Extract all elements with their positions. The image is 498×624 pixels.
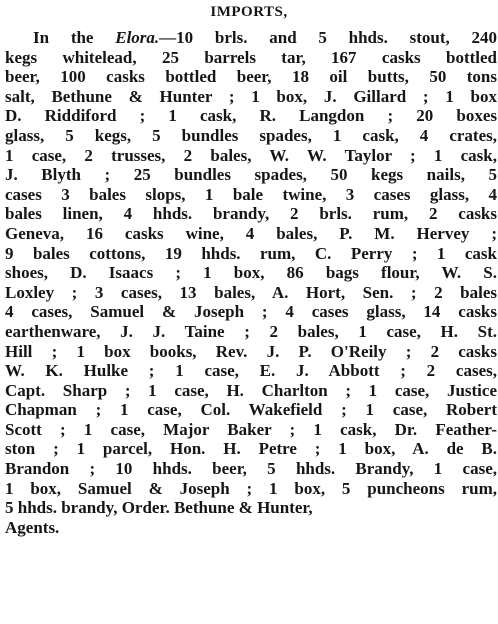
article-line: D. Riddiford ; 1 cask, R. Langdon ; 20 boxes <box>5 106 497 126</box>
article-line: glass, 5 kegs, 5 bundles spades, 1 cask, 4 crates, <box>5 125 497 145</box>
article-line: cases 3 bales slops, 1 bale twine, 3 cases glass, 4 <box>5 184 497 204</box>
article-line: 4 cases, Samuel & Joseph ; 4 cases glass, 14 casks <box>5 302 497 322</box>
article-heading: IMPORTS, <box>210 4 288 20</box>
article-line: Capt. Sharp ; 1 case, H. Charlton ; 1 case, Justice <box>5 380 497 400</box>
article-line: Agents. <box>5 517 60 537</box>
article-line: shoes, D. Isaacs ; 1 box, 86 bags flour, W. S. <box>5 263 497 283</box>
article-line: W. K. Hulke ; 1 case, E. J. Abbott ; 2 cases, <box>5 361 497 381</box>
first-line-rest: —10 brls. and 5 hhds. stout, 240 <box>159 28 498 47</box>
article-line-1 <box>5 28 497 48</box>
article-line: Scott ; 1 case, Major Baker ; 1 cask, Dr. Feather- <box>5 419 497 439</box>
article-line: beer, 100 casks bottled beer, 18 oil butts, 50 tons <box>5 67 497 87</box>
article-line: Hill ; 1 box books, Rev. J. P. O'Reily ; 2 casks <box>5 341 497 361</box>
article-line: Geneva, 16 casks wine, 4 bales, P. M. Hervey ; <box>5 223 497 243</box>
article-line: bales linen, 4 hhds. brandy, 2 brls. rum, 2 casks <box>5 204 497 224</box>
article-line: salt, Bethune & Hunter ; 1 box, J. Gillard ; 1 box <box>5 86 497 106</box>
article-line: 1 box, Samuel & Joseph ; 1 box, 5 puncheons rum, <box>5 478 497 498</box>
article-line: Chapman ; 1 case, Col. Wakefield ; 1 case, Robert <box>5 400 497 420</box>
article-line: 9 bales cottons, 19 hhds. rum, C. Perry ; 1 cask <box>5 243 497 263</box>
article-line: Brandon ; 10 hhds. beer, 5 hhds. Brandy, 1 case, <box>5 459 497 479</box>
vessel-name: Elora. <box>115 28 160 47</box>
article-line: J. Blyth ; 25 bundles spades, 50 kegs nails, 5 <box>5 165 497 185</box>
article-line: 1 case, 2 trusses, 2 bales, W. W. Taylor ; 1 cask, <box>5 145 497 165</box>
article-line: earthenware, J. J. Taine ; 2 bales, 1 case, H. St. <box>5 321 497 341</box>
first-line-prefix: In the <box>33 28 116 47</box>
article-body <box>5 28 497 537</box>
article-line: kegs whitelead, 25 barrels tar, 167 casks bottled <box>5 47 497 67</box>
article-line: 5 hhds. brandy, Order. Bethune & Hunter, <box>5 498 313 518</box>
article-line: Loxley ; 3 cases, 13 bales, A. Hort, Sen. ; 2 bales <box>5 282 497 302</box>
article-line: ston ; 1 parcel, Hon. H. Petre ; 1 box, A. de B. <box>5 439 497 459</box>
